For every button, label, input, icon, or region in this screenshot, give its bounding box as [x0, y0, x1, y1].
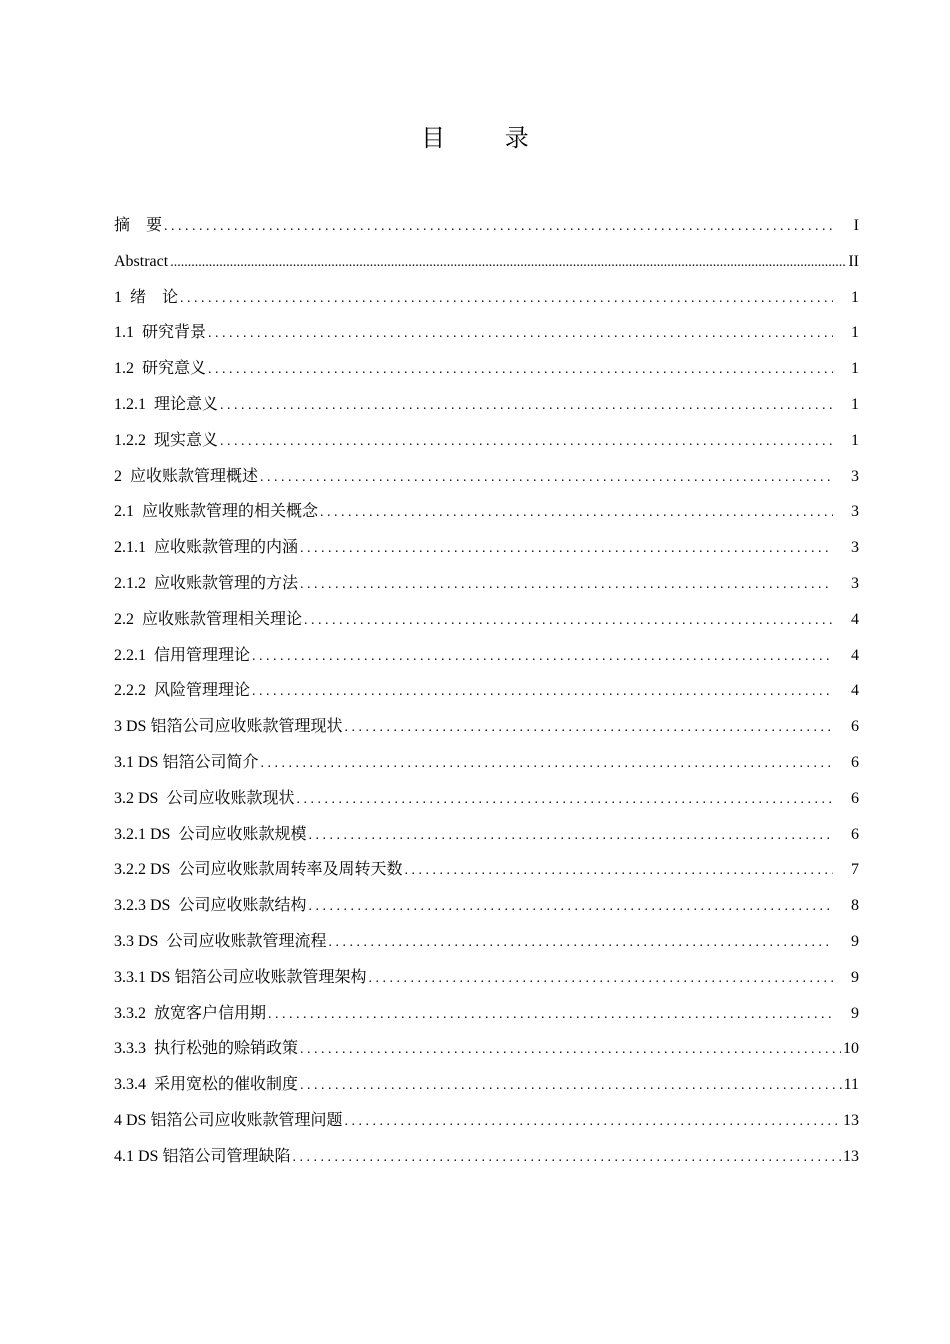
toc-leader-dots — [344, 1104, 841, 1140]
toc-entry-label: 3.2.2 DS 公司应收账款周转率及周转天数 — [114, 861, 403, 879]
toc-leader-dots — [164, 209, 833, 245]
toc-entry-page: 8 — [851, 897, 859, 915]
toc-entry-label: 3.3.4 采用宽松的催收制度 — [114, 1076, 299, 1094]
toc-entry-page: 4 — [851, 646, 859, 664]
toc-entry-label: 2.2.1 信用管理理论 — [114, 646, 251, 664]
toc-entry[interactable] — [114, 423, 859, 459]
toc-entry[interactable] — [114, 387, 859, 423]
toc-entry[interactable] — [114, 1067, 859, 1103]
toc-entry-label: 1 绪 论 — [114, 288, 179, 306]
toc-leader-dots — [300, 1068, 842, 1104]
toc-entry-label: 1.1 研究背景 — [114, 324, 207, 342]
toc-entry-page: 1 — [851, 431, 859, 449]
toc-entry-page: 1 — [851, 360, 859, 378]
toc-leader-dots — [268, 997, 833, 1033]
toc-entry-label: 3.3 DS 公司应收账款管理流程 — [114, 932, 327, 950]
toc-entry[interactable] — [114, 351, 859, 387]
toc-leader-dots — [300, 531, 833, 567]
toc-entry[interactable] — [114, 673, 859, 709]
toc-entry-page: 1 — [851, 324, 859, 342]
toc-entry-page: 6 — [851, 718, 859, 736]
toc-entry-page: 9 — [851, 932, 859, 950]
toc-leader-dots — [292, 1140, 841, 1176]
toc-entry-page: 10 — [843, 1040, 859, 1058]
toc-leader-dots — [252, 639, 833, 675]
toc-entry-page: 9 — [851, 1004, 859, 1022]
toc-leader-dots — [320, 495, 833, 531]
toc-entry-page: 1 — [851, 288, 859, 306]
toc-entry[interactable] — [114, 280, 859, 316]
toc-entry-page: 13 — [843, 1147, 859, 1165]
toc-entry-page: 3 — [851, 539, 859, 557]
toc-entry-page: 1 — [851, 395, 859, 413]
toc-entry-page: I — [853, 217, 859, 234]
toc-entry-page: 6 — [851, 753, 859, 771]
toc-entry[interactable] — [114, 208, 859, 244]
toc-leader-dots — [308, 818, 833, 854]
toc-entry[interactable] — [114, 315, 859, 351]
toc-entry-page: 7 — [851, 861, 859, 879]
toc-entry-label: 3.2.1 DS 公司应收账款规模 — [114, 825, 307, 843]
toc-entry-label: 3.3.3 执行松弛的赊销政策 — [114, 1040, 299, 1058]
toc-entry-label: 2.1 应收账款管理的相关概念 — [114, 503, 319, 521]
toc-entry[interactable] — [114, 638, 859, 674]
toc-leader-dots — [220, 388, 833, 424]
toc-entry-page: II — [848, 252, 859, 270]
toc-entry[interactable] — [114, 459, 859, 495]
toc-entry-label: 2.2.2 风险管理理论 — [114, 682, 251, 700]
toc-leader-dots — [208, 316, 833, 352]
toc-leader-dots — [296, 782, 833, 818]
toc-entry-label: 3.3.2 放宽客户信用期 — [114, 1004, 267, 1022]
toc-leader-dots — [180, 281, 833, 317]
toc-entry-page: 3 — [851, 467, 859, 485]
toc-entry[interactable] — [114, 1031, 859, 1067]
toc-entry-label: 2.1.2 应收账款管理的方法 — [114, 574, 299, 592]
toc-entry-label: 1.2.1 理论意义 — [114, 395, 219, 413]
toc-entry[interactable] — [114, 709, 859, 745]
toc-leader-dots — [300, 567, 833, 603]
toc-entry-label: 3.3.1 DS 铝箔公司应收账款管理架构 — [114, 968, 367, 986]
toc-entry-label: 1.2 研究意义 — [114, 360, 207, 378]
toc-leader-dots — [260, 460, 833, 496]
toc-entry-label: 3.2.3 DS 公司应收账款结构 — [114, 897, 307, 915]
toc-entry-label: 2 应收账款管理概述 — [114, 467, 259, 485]
toc-leader-dots — [220, 424, 833, 460]
toc-entry-label: 4.1 DS 铝箔公司管理缺陷 — [114, 1147, 291, 1165]
toc-entry[interactable] — [114, 1103, 859, 1139]
toc-leader-dots — [308, 889, 833, 925]
toc-entry[interactable] — [114, 852, 859, 888]
toc-title: 目 录 — [421, 124, 555, 152]
toc-entry[interactable] — [114, 781, 859, 817]
toc-entry-page: 11 — [843, 1076, 859, 1094]
toc-leader-dots — [304, 603, 833, 639]
toc-entry-page: 4 — [851, 610, 859, 628]
toc-entry[interactable] — [114, 602, 859, 638]
toc-entry[interactable] — [114, 566, 859, 602]
toc-leader-dots — [328, 925, 833, 961]
toc-entry[interactable] — [114, 960, 859, 996]
toc-entry-label: 3 DS 铝箔公司应收账款管理现状 — [114, 718, 343, 736]
toc-leader-dots — [208, 352, 833, 388]
toc-entry[interactable] — [114, 244, 859, 280]
toc-entry[interactable] — [114, 817, 859, 853]
toc-entry-label: 1.2.2 现实意义 — [114, 431, 219, 449]
toc-entry-label: 摘 要 — [114, 217, 163, 234]
toc-entry-page: 4 — [851, 682, 859, 700]
toc-entry[interactable] — [114, 530, 859, 566]
toc-leader-dots — [368, 961, 833, 997]
toc-entry[interactable] — [114, 888, 859, 924]
toc-entry[interactable] — [114, 996, 859, 1032]
toc-entry-page: 3 — [851, 574, 859, 592]
toc-entry-label: 2.2 应收账款管理相关理论 — [114, 610, 303, 628]
toc-leader-dots — [260, 746, 833, 782]
toc-entry-label: 3.2 DS 公司应收账款现状 — [114, 789, 295, 807]
toc-leader-dots — [344, 710, 833, 746]
toc-leader-dots — [300, 1032, 841, 1068]
toc-entry-page: 6 — [851, 825, 859, 843]
toc-leader-dots — [404, 853, 833, 889]
toc-leader-dots — [170, 245, 846, 281]
toc-entry[interactable] — [114, 1139, 859, 1175]
toc-entry-label: 3.1 DS 铝箔公司简介 — [114, 753, 259, 771]
toc-entry-page: 6 — [851, 789, 859, 807]
toc-entry[interactable] — [114, 924, 859, 960]
toc-entry-label: 4 DS 铝箔公司应收账款管理问题 — [114, 1111, 343, 1129]
toc-entry-label: Abstract — [114, 252, 169, 270]
toc-entry-label: 2.1.1 应收账款管理的内涵 — [114, 539, 299, 557]
toc-entry[interactable] — [114, 745, 859, 781]
toc-entry-page: 9 — [851, 968, 859, 986]
toc-list — [114, 208, 859, 1175]
toc-entry-page: 3 — [851, 503, 859, 521]
toc-entry[interactable] — [114, 494, 859, 530]
toc-entry-page: 13 — [843, 1111, 859, 1129]
toc-leader-dots — [252, 674, 833, 710]
